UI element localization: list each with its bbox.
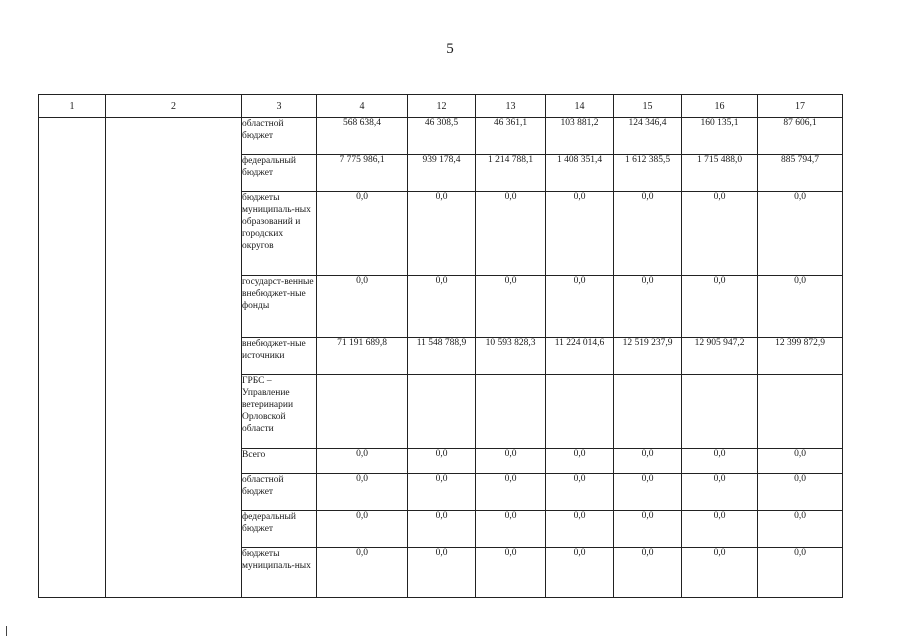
header-cell: 15	[614, 95, 682, 118]
value-cell: 1 408 351,4	[546, 155, 614, 192]
value-cell: 160 135,1	[682, 118, 758, 155]
value-cell: 0,0	[758, 474, 843, 511]
value-cell: 0,0	[317, 548, 408, 598]
row-label: ГРБС – Управление ветеринарии Орловской области	[242, 375, 317, 449]
value-cell: 0,0	[317, 511, 408, 548]
value-cell: 0,0	[476, 276, 546, 338]
value-cell: 0,0	[758, 548, 843, 598]
value-cell: 46 361,1	[476, 118, 546, 155]
empty-cell-col2	[106, 118, 242, 598]
table-header-row	[39, 95, 843, 118]
row-label: федеральный бюджет	[242, 511, 317, 548]
value-cell: 0,0	[682, 192, 758, 276]
value-cell: 0,0	[614, 192, 682, 276]
header-cell: 4	[317, 95, 408, 118]
value-cell: 0,0	[546, 474, 614, 511]
value-cell: 0,0	[408, 474, 476, 511]
scan-mark	[6, 626, 7, 636]
row-label: бюджеты муниципаль-ных	[242, 548, 317, 598]
row-label: бюджеты муниципаль-ных образований и городских округов	[242, 192, 317, 276]
value-cell: 0,0	[546, 548, 614, 598]
value-cell: 0,0	[682, 474, 758, 511]
value-cell	[546, 375, 614, 449]
value-cell: 0,0	[758, 511, 843, 548]
value-cell: 11 548 788,9	[408, 338, 476, 375]
value-cell: 71 191 689,8	[317, 338, 408, 375]
value-cell: 0,0	[614, 548, 682, 598]
header-cell: 1	[39, 95, 106, 118]
value-cell: 0,0	[758, 192, 843, 276]
value-cell	[317, 375, 408, 449]
value-cell: 103 881,2	[546, 118, 614, 155]
value-cell: 0,0	[546, 449, 614, 474]
value-cell	[758, 375, 843, 449]
budget-table	[38, 94, 843, 598]
value-cell: 0,0	[546, 192, 614, 276]
value-cell: 0,0	[317, 192, 408, 276]
value-cell	[408, 375, 476, 449]
header-cell: 3	[242, 95, 317, 118]
row-label: внебюджет-ные источники	[242, 338, 317, 375]
value-cell: 0,0	[317, 449, 408, 474]
value-cell: 0,0	[476, 192, 546, 276]
value-cell: 0,0	[682, 276, 758, 338]
header-cell: 2	[106, 95, 242, 118]
value-cell: 12 519 237,9	[614, 338, 682, 375]
value-cell: 0,0	[614, 276, 682, 338]
row-label: федеральный бюджет	[242, 155, 317, 192]
value-cell: 0,0	[476, 511, 546, 548]
value-cell: 0,0	[682, 548, 758, 598]
value-cell: 12 905 947,2	[682, 338, 758, 375]
value-cell: 0,0	[546, 276, 614, 338]
header-cell: 16	[682, 95, 758, 118]
value-cell: 1 214 788,1	[476, 155, 546, 192]
value-cell: 1 715 488,0	[682, 155, 758, 192]
value-cell	[682, 375, 758, 449]
value-cell: 1 612 385,5	[614, 155, 682, 192]
value-cell: 0,0	[317, 474, 408, 511]
value-cell: 11 224 014,6	[546, 338, 614, 375]
value-cell: 0,0	[476, 449, 546, 474]
header-cell: 17	[758, 95, 843, 118]
row-label: Всего	[242, 449, 317, 474]
value-cell: 0,0	[614, 474, 682, 511]
value-cell: 46 308,5	[408, 118, 476, 155]
value-cell: 885 794,7	[758, 155, 843, 192]
header-cell: 12	[408, 95, 476, 118]
value-cell: 0,0	[614, 511, 682, 548]
row-label: государст-венные внебюджет-ные фонды	[242, 276, 317, 338]
value-cell: 12 399 872,9	[758, 338, 843, 375]
header-cell: 13	[476, 95, 546, 118]
table-row	[39, 118, 843, 155]
row-label: областной бюджет	[242, 474, 317, 511]
value-cell: 0,0	[614, 449, 682, 474]
empty-cell-col1	[39, 118, 106, 598]
value-cell: 0,0	[476, 474, 546, 511]
header-cell: 14	[546, 95, 614, 118]
value-cell: 0,0	[758, 449, 843, 474]
value-cell	[614, 375, 682, 449]
value-cell: 0,0	[408, 449, 476, 474]
value-cell	[476, 375, 546, 449]
value-cell: 124 346,4	[614, 118, 682, 155]
value-cell: 0,0	[408, 276, 476, 338]
value-cell: 10 593 828,3	[476, 338, 546, 375]
value-cell: 0,0	[317, 276, 408, 338]
value-cell: 568 638,4	[317, 118, 408, 155]
page-number: 5	[446, 41, 454, 57]
value-cell: 0,0	[408, 192, 476, 276]
value-cell: 939 178,4	[408, 155, 476, 192]
value-cell: 0,0	[682, 511, 758, 548]
value-cell: 0,0	[758, 276, 843, 338]
value-cell: 0,0	[546, 511, 614, 548]
value-cell: 0,0	[408, 548, 476, 598]
row-label: областной бюджет	[242, 118, 317, 155]
value-cell: 0,0	[408, 511, 476, 548]
value-cell: 87 606,1	[758, 118, 843, 155]
value-cell: 0,0	[682, 449, 758, 474]
value-cell: 0,0	[476, 548, 546, 598]
value-cell: 7 775 986,1	[317, 155, 408, 192]
